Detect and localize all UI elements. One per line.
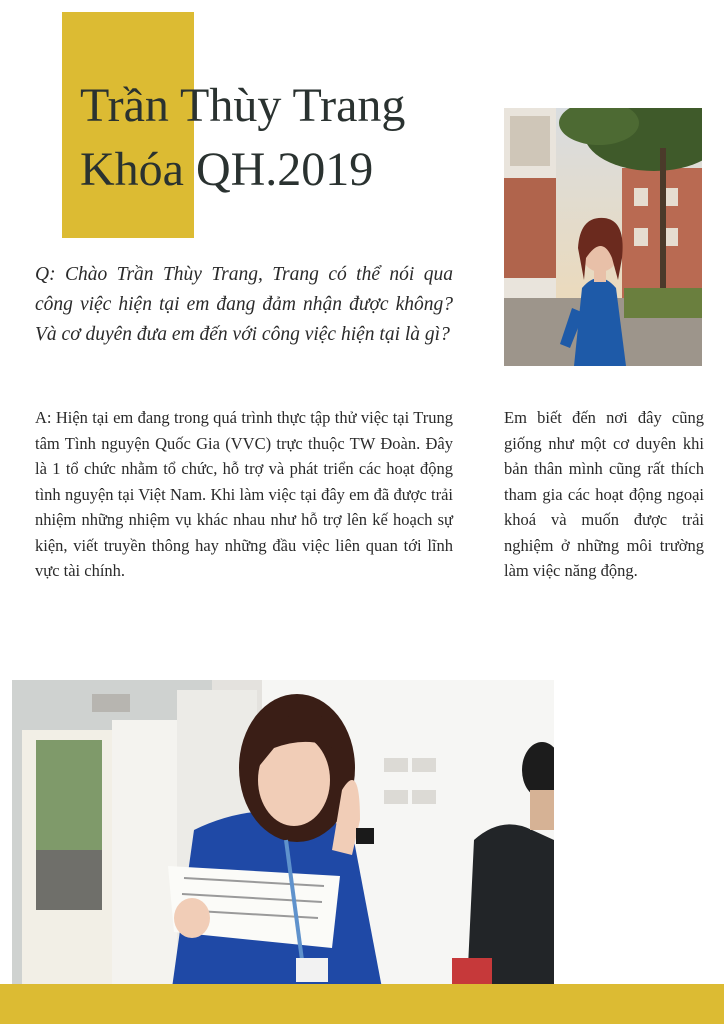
- interview-question: Q: Chào Trần Thùy Trang, Trang có thể nói qua công việc hiện tại em đang đảm nhận được không? Và cơ duyên đưa em đến với công việc hiện tại là gì?: [35, 264, 453, 345]
- side-note: Em biết đến nơi đây cũng giống như một cơ duyên khi bản thân mình cũng rất thích tham gia các hoạt động ngoại khoá và muốn được trải nghiệm ở những môi trường làm việc năng động.: [504, 408, 704, 580]
- portrait-photo: [504, 108, 702, 366]
- page-title: [80, 74, 405, 202]
- bottom-accent-bar: [0, 984, 724, 1024]
- interview-answer: A: Hiện tại em đang trong quá trình thực tập thử việc tại Trung tâm Tình nguyện Quốc Gia (VVC) trực thuộc TW Đoàn. Đây là 1 tổ chức nhằm tổ chức, hỗ trợ và phát triển các hoạt động tình nguyện tại Việt Nam. Khi làm việc tại đây em đã được trải nhiệm những nhiệm vụ khác nhau như hỗ trợ lên kế hoạch sự kiện, viết truyền thông hay những đầu việc liên quan tới lĩnh vực tài chính.: [35, 408, 453, 580]
- work-photo: [12, 680, 554, 988]
- title-cohort: Khóa QH.2019: [80, 143, 374, 196]
- title-name: Trần Thùy Trang: [80, 79, 406, 132]
